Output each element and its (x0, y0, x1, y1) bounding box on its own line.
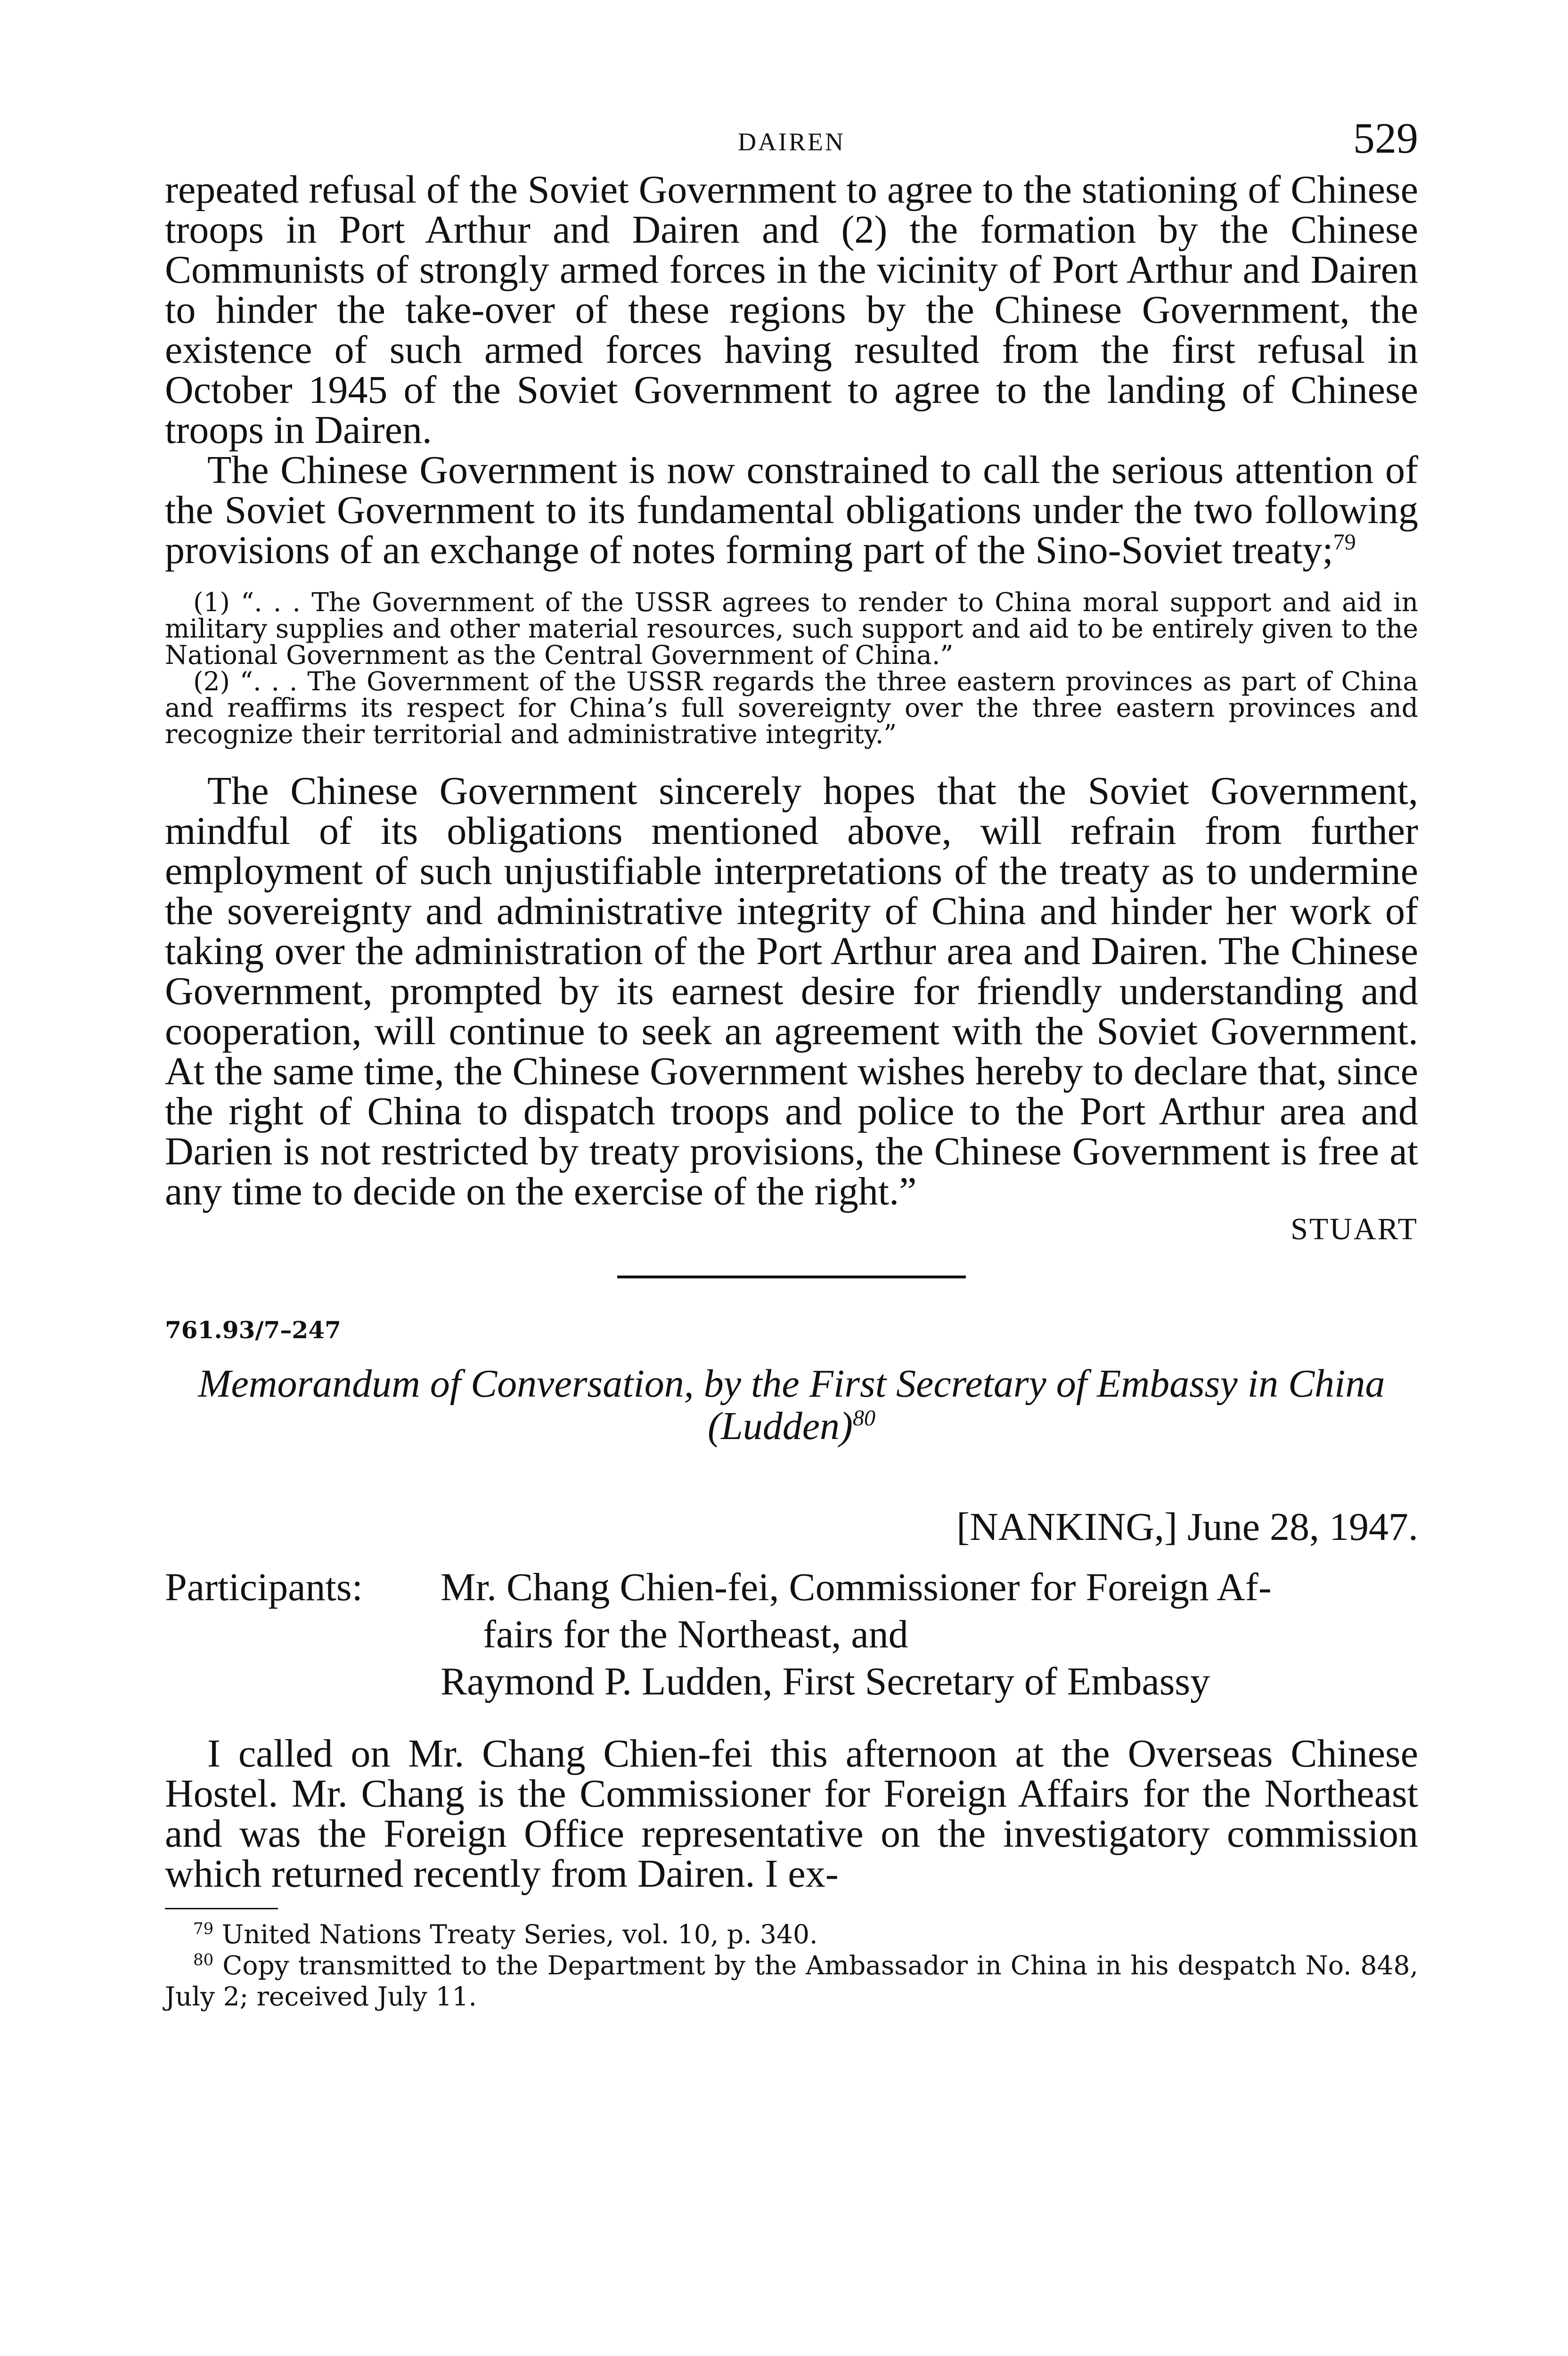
paragraph-text: repeated refusal of the Soviet Government to agree to the stationing of Chinese troops in Port Arthur and Dairen and (2) the formation by the Chinese Communists of strongly armed forces in the vicinity of Port Arthur and Dairen to hinder the take-over of these regions by the Chinese Government, the existence of such armed forces having resulted from the first refusal in October 1945 of the Soviet Government to agree to the landing of Chinese troops in Dairen. (165, 168, 1418, 452)
paragraph (165, 450, 1418, 570)
footnote-mark: 80 (193, 1950, 214, 1970)
running-title: DAIREN (738, 128, 845, 156)
quoted-provisions (165, 589, 1418, 747)
page-number: 529 (1353, 114, 1418, 162)
footnotes (165, 1919, 1418, 2012)
participant-entry (441, 1564, 1418, 1658)
footnote (165, 1950, 1418, 2012)
document-page (165, 113, 1418, 2012)
paragraph (165, 170, 1418, 450)
participant-line: Mr. Chang Chien-fei, Commissioner for Foreign Af- (441, 1565, 1272, 1609)
footnote-divider (165, 1908, 278, 1909)
participants-list (441, 1564, 1418, 1705)
date: June 28, 1947. (1187, 1505, 1418, 1549)
memorandum-body (165, 1734, 1418, 1894)
participants-block (165, 1564, 1418, 1705)
signature: STUART (1290, 1212, 1418, 1246)
place: [NANKING,] (956, 1505, 1178, 1549)
participant-line: fairs for the Northeast, and (483, 1612, 908, 1656)
footnote-reference[interactable]: 80 (852, 1406, 875, 1431)
footnote-text: United Nations Treaty Series, vol. 10, p. 340. (221, 1919, 818, 1949)
participant-entry: Raymond P. Ludden, First Secretary of Embassy (441, 1660, 1210, 1703)
quoted-provision: (2) “. . . The Government of the USSR regards the three eastern provinces as part of China and reaffirms its respect for China’s full sovereignty over the three eastern provinces and recognize their territorial and administrative integrity.” (165, 666, 1418, 749)
paragraph-text: The Chinese Government is now constrained to call the serious attention of the Soviet Government to its fundamental obligations under the two following provisions of an exchange of notes forming part of the Sino-Soviet treaty; (165, 448, 1418, 572)
footnote-reference[interactable]: 79 (1333, 530, 1356, 555)
place-date-line (165, 1504, 1418, 1550)
file-number: 761.93/7–247 (165, 1316, 341, 1344)
telegram-body (165, 170, 1418, 570)
footnote-mark: 79 (193, 1919, 214, 1939)
section-divider (617, 1276, 966, 1278)
document-title (165, 1363, 1418, 1448)
participants-label: Participants: (165, 1565, 363, 1609)
paragraph: I called on Mr. Chang Chien-fei this afternoon at the Overseas Chinese Hostel. Mr. Chang is the Commissioner for Foreign Affairs for the Northeast and was the Foreign Office representative on the investigatory commission which returned recently from Dairen. I ex- (165, 1732, 1418, 1896)
document-title-text: Memorandum of Conversation, by the First Secretary of Embassy in China (Ludden) (198, 1362, 1385, 1448)
footnote (165, 1919, 1418, 1950)
paragraph: The Chinese Government sincerely hopes that the Soviet Government, mindful of its obligations mentioned above, will refrain from further employment of such unjustifiable interpretations of the treaty as to undermine the sovereignty and administrative integrity of China and hinder her work of taking over the administration of the Port Arthur area and Dairen. The Chinese Government, prompted by its earnest desire for friendly understanding and cooperation, will continue to seek an agreement with the Soviet Government. At the same time, the Chinese Government wishes hereby to declare that, since the right of China to dispatch troops and police to the Port Arthur area and Darien is not restricted by treaty provisions, the Chinese Government is free at any time to decide on the exercise of the right.” (165, 769, 1418, 1213)
telegram-body-continued (165, 771, 1418, 1211)
footnote-text: Copy transmitted to the Department by the Ambassador in China in his despatch No. 848, July 2; received July 11. (165, 1950, 1418, 2012)
running-header (165, 113, 1418, 170)
quoted-provision: (1) “. . . The Government of the USSR agrees to render to China moral support and aid in military supplies and other material resources, such support and aid to be entirely given to the National Government as the Central Government of China.” (165, 587, 1418, 670)
